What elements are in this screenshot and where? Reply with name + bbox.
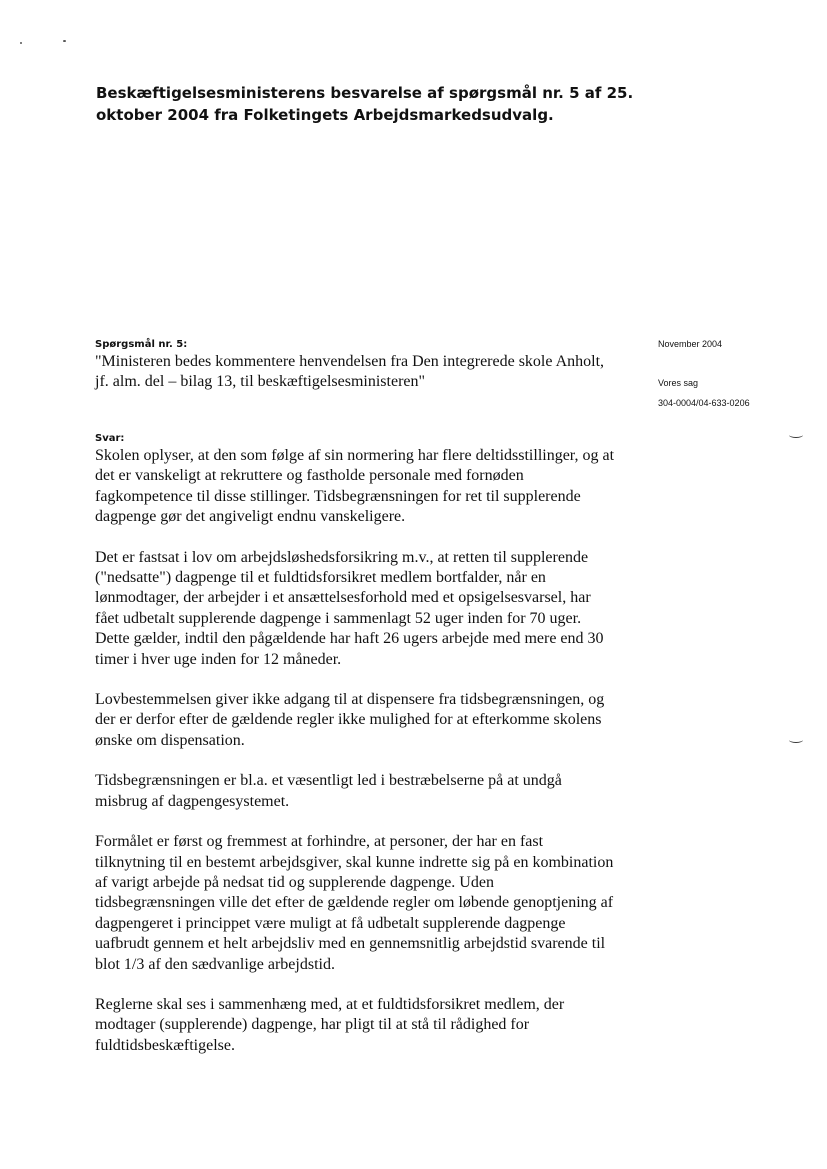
answer-section [95,432,615,1056]
scan-speck [63,40,66,42]
date-label: November 2004 [658,339,723,349]
page-title: Beskæftigelsesministerens besvarelse af spørgsmål nr. 5 af 25. oktober 2004 fra Folketingets Arbejdsmarkedsudvalg. [96,84,634,124]
answer-paragraph: Skolen oplyser, at den som følge af sin normering har flere deltidsstillinger, og at det er vanskeligt at rekruttere og fastholde personale med fornøden fagkompetence til disse stillinger. Tidsbegrænsningen for ret til supplerende dagpenge gør det angiveligt endnu vanskeligere. [95,447,615,526]
answer-paragraph: Tidsbegrænsningen er bl.a. et væsentligt led i bestræbelserne på at undgå misbrug af dagpengesystemet. [95,772,562,810]
case-label: Vores sag [658,378,699,388]
answer-paragraph: Lovbestemmelsen giver ikke adgang til at dispensere fra tidsbegrænsningen, og der er derfor efter de gældende regler ikke mulighed for at efterkomme skolens ønske om dispensation. [95,691,605,749]
question-section [95,338,615,393]
scan-mark [789,737,803,743]
answer-paragraph: Det er fastsat i lov om arbejdsløshedsforsikring m.v., at retten til supplerende ("nedsatte") dagpenge til et fuldtidsforsikret medlem bortfalder, når en lønmodtager, der arbejder i et ansættelsesforhold med et opsigelsesvarsel, har fået udbetalt supplerende dagpenge i sammenlagt 52 uger inden for 70 uger. Dette gælder, indtil den pågældende har haft 26 ugers arbejde med mere end 30 timer i hver uge inden for 12 måneder. [95,548,604,668]
answer-label: Svar: [95,433,125,444]
scan-speck [20,42,22,44]
question-text: "Ministeren bedes kommentere henvendelsen fra Den integrerede skole Anholt, jf. alm. del – bilag 13, til beskæftigelsesministeren" [95,353,605,391]
answer-paragraph: Reglerne skal ses i sammenhæng med, at et fuldtidsforsikret medlem, der modtager (supplerende) dagpenge, har pligt til at stå til rådighed for fuldtidsbeskæftigelse. [95,995,565,1054]
answer-paragraph: Formålet er først og fremmest at forhindre, at personer, der har en fast tilknytning til en bestemt arbejdsgiver, skal kunne indrette sig på en kombination af varigt arbejde på nedsat tid og supplerende dagpenge. Uden tidsbegrænsningen ville det efter de gældende regler om løbende genoptjening af dagpengeret i princippet være muligt at få udbetalt supplerende dagpenge uafbrudt gennem et helt arbejdsliv med en gennemsnitlig arbejdstid svarende til blot 1/3 af den sædvanlige arbejdstid. [95,833,614,973]
scan-mark [789,432,803,438]
case-number: 304-0004/04-633-0206 [658,398,750,408]
question-label: Spørgsmål nr. 5: [95,339,188,350]
